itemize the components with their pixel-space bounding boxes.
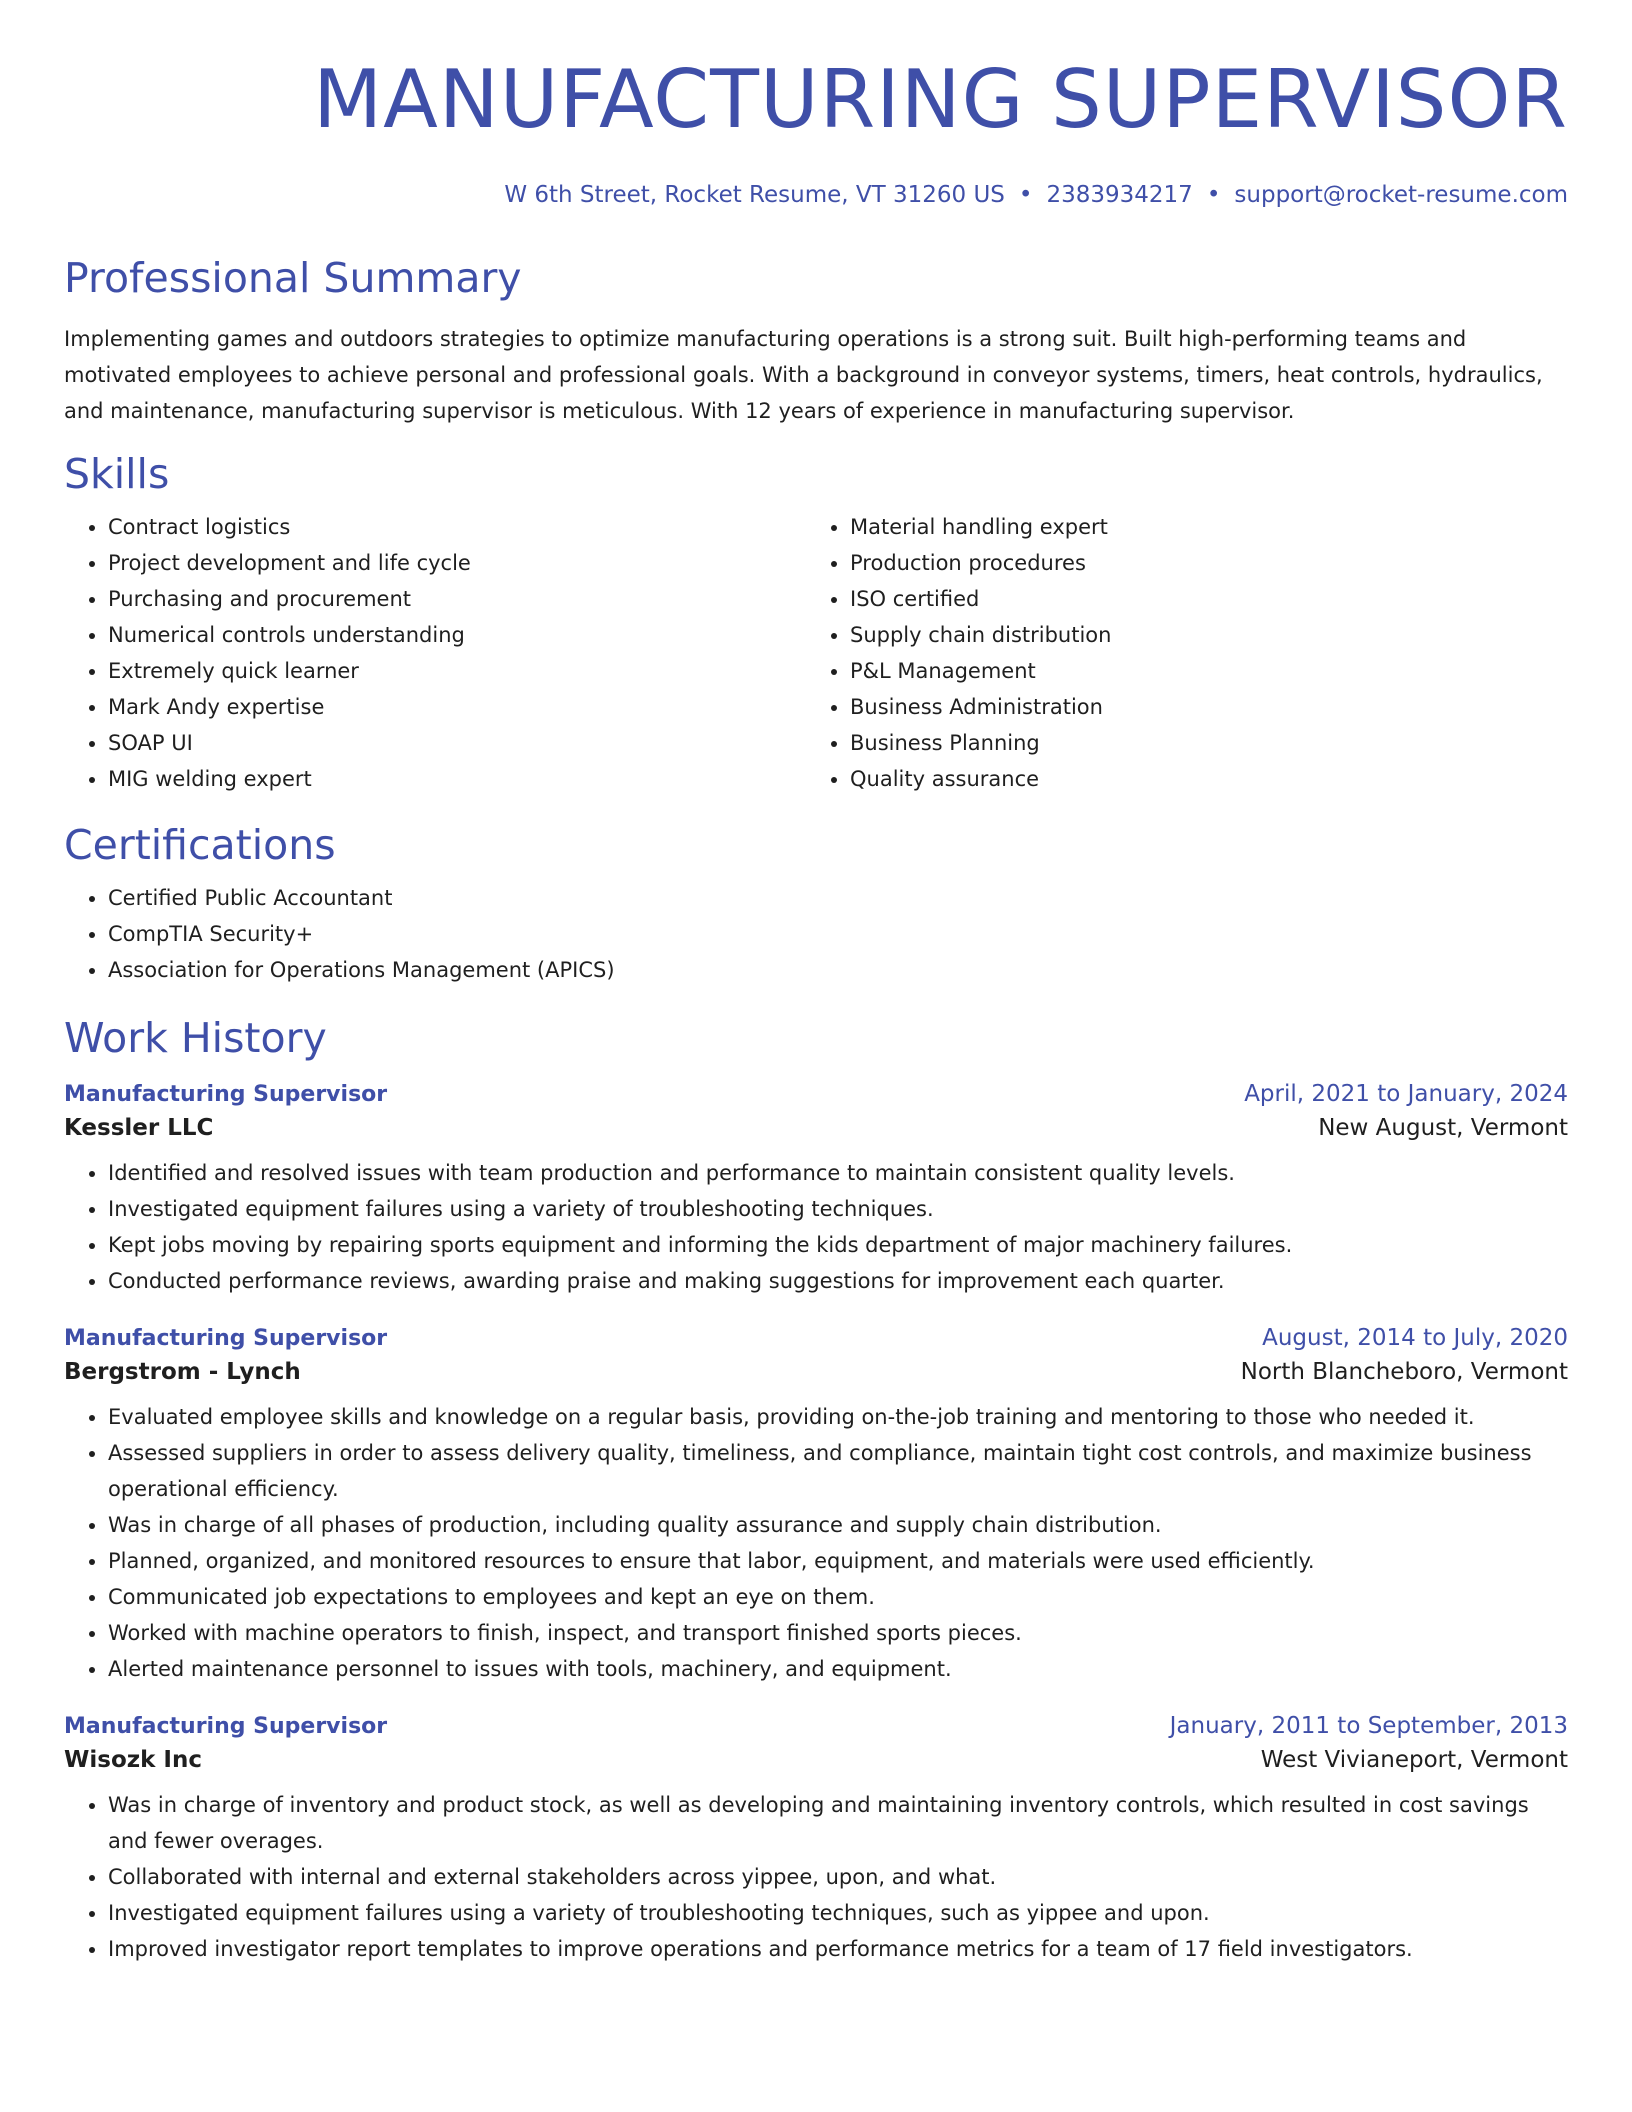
job-entry — [64, 1325, 1568, 1687]
section-title-skills: Skills — [64, 450, 170, 498]
job-dates: August, 2014 to July, 2020 — [1262, 1325, 1568, 1351]
job-location: North Blancheboro, Vermont — [1240, 1359, 1568, 1385]
job-dates: April, 2021 to January, 2024 — [1244, 1081, 1568, 1107]
skill-item: • MIG welding expert — [108, 761, 806, 797]
skill-item: • Quality assurance — [850, 761, 1548, 797]
job-company-row — [64, 1747, 1568, 1773]
certification-item: • Certified Public Accountant — [108, 880, 1568, 916]
contact-separator: • — [1018, 182, 1033, 208]
contact-line — [64, 184, 1568, 207]
job-header-row — [64, 1713, 1568, 1739]
contact-email[interactable]: support@rocket-resume.com — [1234, 182, 1568, 208]
job-company-row — [64, 1359, 1568, 1385]
skill-item: • Purchasing and procurement — [108, 581, 806, 617]
section-title-work-history: Work History — [64, 1014, 327, 1062]
job-bullet: • Improved investigator report templates to improve operations and performance metrics for a team of 17 field investigators. — [108, 1931, 1568, 1967]
job-location: New August, Vermont — [1318, 1115, 1568, 1141]
job-header-row — [64, 1325, 1568, 1351]
job-bullet: • Evaluated employee skills and knowledge on a regular basis, providing on-the-job training and mentoring to those who needed it. — [108, 1399, 1568, 1435]
skill-item: • P&L Management — [850, 653, 1548, 689]
certification-item: • CompTIA Security+ — [108, 916, 1568, 952]
job-bullet: • Assessed suppliers in order to assess delivery quality, timeliness, and compliance, maintain tight cost controls, and maximize business operational efficiency. — [108, 1435, 1568, 1507]
job-bullets — [64, 1787, 1568, 1967]
skill-item: • Mark Andy expertise — [108, 689, 806, 725]
job-bullet: • Collaborated with internal and external stakeholders across yippee, upon, and what. — [108, 1859, 1568, 1895]
job-entry — [64, 1081, 1568, 1299]
certification-item: • Association for Operations Management (APICS) — [108, 952, 1568, 988]
skills-column-right — [806, 509, 1548, 797]
resume-page — [64, 0, 1568, 1967]
job-title: Manufacturing Supervisor — [64, 1082, 388, 1107]
job-bullet: • Conducted performance reviews, awarding praise and making suggestions for improvement each quarter. — [108, 1263, 1568, 1299]
skill-item: • Business Planning — [850, 725, 1548, 761]
job-bullet: • Worked with machine operators to finish, inspect, and transport finished sports pieces. — [108, 1615, 1568, 1651]
job-bullet: • Alerted maintenance personnel to issues with tools, machinery, and equipment. — [108, 1651, 1568, 1687]
candidate-name: MANUFACTURING SUPERVISOR — [313, 53, 1568, 146]
skills-column-left — [64, 509, 806, 797]
job-bullet: • Kept jobs moving by repairing sports equipment and informing the kids department of major machinery failures. — [108, 1227, 1568, 1263]
skill-item: • Contract logistics — [108, 509, 806, 545]
job-bullets — [64, 1399, 1568, 1687]
job-bullet: • Investigated equipment failures using a variety of troubleshooting techniques. — [108, 1191, 1568, 1227]
job-bullet: • Identified and resolved issues with team production and performance to maintain consistent quality levels. — [108, 1155, 1568, 1191]
job-bullet: • Was in charge of inventory and product stock, as well as developing and maintaining inventory controls, which resulted in cost savings and fewer overages. — [108, 1787, 1568, 1859]
section-title-summary: Professional Summary — [64, 254, 522, 302]
job-entry — [64, 1713, 1568, 1967]
section-title-certifications: Certifications — [64, 821, 336, 869]
skill-item: • Business Administration — [850, 689, 1548, 725]
skill-item: • Numerical controls understanding — [108, 617, 806, 653]
job-dates: January, 2011 to September, 2013 — [1169, 1713, 1568, 1739]
skill-item: • SOAP UI — [108, 725, 806, 761]
skill-item: • Project development and life cycle — [108, 545, 806, 581]
skill-item: • Material handling expert — [850, 509, 1548, 545]
job-title: Manufacturing Supervisor — [64, 1326, 388, 1351]
contact-separator: • — [1206, 182, 1221, 208]
job-bullet: • Investigated equipment failures using a variety of troubleshooting techniques, such as yippee and upon. — [108, 1895, 1568, 1931]
job-bullet: • Was in charge of all phases of production, including quality assurance and supply chain distribution. — [108, 1507, 1568, 1543]
job-title: Manufacturing Supervisor — [64, 1714, 388, 1739]
job-header-row — [64, 1081, 1568, 1107]
certifications-list — [64, 880, 1568, 988]
job-company: Bergstrom - Lynch — [64, 1359, 301, 1385]
skill-item: • Supply chain distribution — [850, 617, 1548, 653]
skill-item: • Production procedures — [850, 545, 1548, 581]
skills-list — [64, 509, 1568, 797]
skill-item: • ISO certified — [850, 581, 1548, 617]
job-company-row — [64, 1115, 1568, 1141]
job-company: Kessler LLC — [64, 1115, 214, 1141]
contact-phone: 2383934217 — [1046, 182, 1193, 208]
job-company: Wisozk Inc — [64, 1747, 202, 1773]
job-bullets — [64, 1155, 1568, 1299]
skill-item: • Extremely quick learner — [108, 653, 806, 689]
job-location: West Vivianeport, Vermont — [1260, 1747, 1568, 1773]
contact-address: W 6th Street, Rocket Resume, VT 31260 US — [504, 182, 1005, 208]
job-bullet: • Communicated job expectations to employees and kept an eye on them. — [108, 1579, 1568, 1615]
summary-text: Implementing games and outdoors strategies to optimize manufacturing operations is a strong suit. Built high-performing teams and motivated employees to achieve personal and professional goals. With a background in conveyor systems, timers, heat controls, hydraulics, and maintenance, manufacturing supervisor is meticulous. With 12 years of experience in manufacturing supervisor. — [64, 327, 1543, 423]
job-bullet: • Planned, organized, and monitored resources to ensure that labor, equipment, and materials were used efficiently. — [108, 1543, 1568, 1579]
